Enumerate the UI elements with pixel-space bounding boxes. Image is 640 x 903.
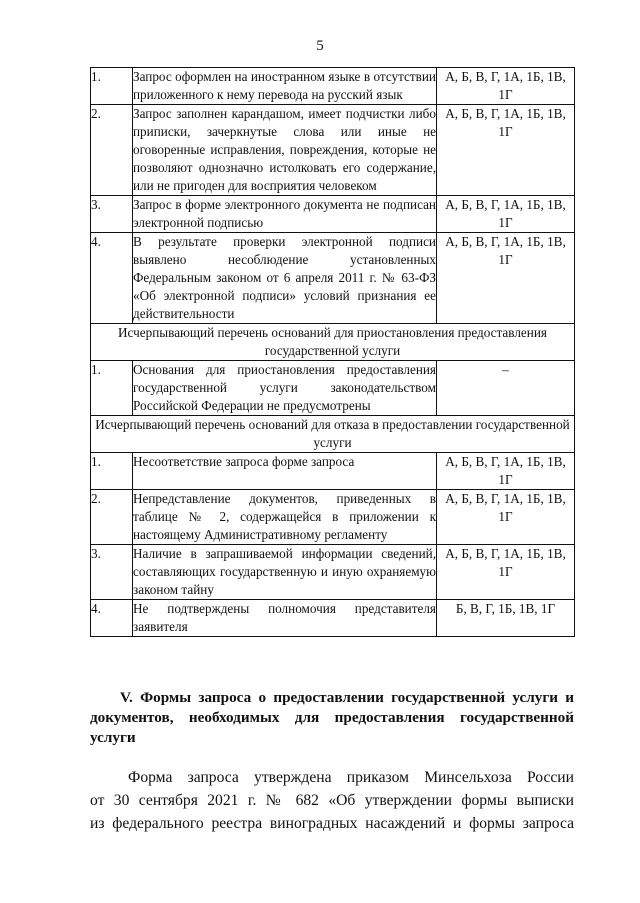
row-text: В результате проверки электронной подписи выявлено несоблюдение установленных Федеральным законом от 6 апреля 2011 г. № 63-ФЗ «Об электронной подписи» условий признания ее действительности <box>133 233 437 324</box>
table-row <box>91 490 575 545</box>
row-text: Не подтверждены полномочия представителя заявителя <box>133 600 437 637</box>
row-grounds: А, Б, В, Г, 1А, 1Б, 1В, 1Г <box>437 105 575 196</box>
paragraph-line: из федерального реестра виноградных насаждений и формы запроса <box>90 815 574 832</box>
row-grounds: А, Б, В, Г, 1А, 1Б, 1В, 1Г <box>437 545 575 600</box>
table-row <box>91 361 575 416</box>
row-grounds: – <box>437 361 575 416</box>
page-number: 5 <box>316 38 324 54</box>
table-row <box>91 233 575 324</box>
row-text: Наличие в запрашиваемой информации сведений, составляющих государственную и иную охраняемую законом тайну <box>133 545 437 600</box>
row-grounds: А, Б, В, Г, 1А, 1Б, 1В, 1Г <box>437 196 575 233</box>
section-title-refuse: Исчерпывающий перечень оснований для отказа в предоставлении государственной услуги <box>91 416 575 453</box>
row-text: Запрос заполнен карандашом, имеет подчистки либо приписки, зачеркнутые слова или иные не оговоренные исправления, повреждения, которые не позволяют однозначно истолковать его содержание, или не пригоден для восприятия человеком <box>133 105 437 196</box>
row-number: 2. <box>91 490 133 545</box>
paragraph-line: Форма запроса утверждена приказом Минсельхоза России <box>128 769 574 786</box>
row-number: 2. <box>91 105 133 196</box>
body-paragraph <box>90 766 574 835</box>
row-number: 4. <box>91 600 133 637</box>
row-number: 1. <box>91 68 133 105</box>
section-title-suspend: Исчерпывающий перечень оснований для приостановления предоставления государственной услуги <box>91 324 575 361</box>
table-row <box>91 545 575 600</box>
row-text: Несоответствие запроса форме запроса <box>133 453 437 490</box>
row-grounds: А, Б, В, Г, 1А, 1Б, 1В, 1Г <box>437 233 575 324</box>
row-grounds: А, Б, В, Г, 1А, 1Б, 1В, 1Г <box>437 490 575 545</box>
row-number: 3. <box>91 196 133 233</box>
row-grounds: А, Б, В, Г, 1А, 1Б, 1В, 1Г <box>437 453 575 490</box>
row-number: 3. <box>91 545 133 600</box>
section-heading: V. Формы запроса о предоставлении государственной услуги и документов, необходимых для предоставления государственной услуги <box>90 689 574 746</box>
row-text: Запрос оформлен на иностранном языке в отсутствии приложенного к нему перевода на русский язык <box>133 68 437 105</box>
grounds-table <box>90 67 575 637</box>
table-row <box>91 196 575 233</box>
table-row <box>91 453 575 490</box>
row-number: 1. <box>91 361 133 416</box>
row-grounds: А, Б, В, Г, 1А, 1Б, 1В, 1Г <box>437 68 575 105</box>
paragraph-line: от 30 сентября 2021 г. № 682 «Об утверждении формы выписки <box>90 792 574 809</box>
row-number: 4. <box>91 233 133 324</box>
row-text: Основания для приостановления предоставления государственной услуги законодательством Российской Федерации не предусмотрены <box>133 361 437 416</box>
row-number: 1. <box>91 453 133 490</box>
section-row <box>91 324 575 361</box>
table-row <box>91 105 575 196</box>
row-text: Непредставление документов, приведенных в таблице № 2, содержащейся в приложении к настоящему Административному регламенту <box>133 490 437 545</box>
table-row <box>91 600 575 637</box>
row-grounds: Б, В, Г, 1Б, 1В, 1Г <box>437 600 575 637</box>
section-row <box>91 416 575 453</box>
row-text: Запрос в форме электронного документа не подписан электронной подписью <box>133 196 437 233</box>
table-row <box>91 68 575 105</box>
